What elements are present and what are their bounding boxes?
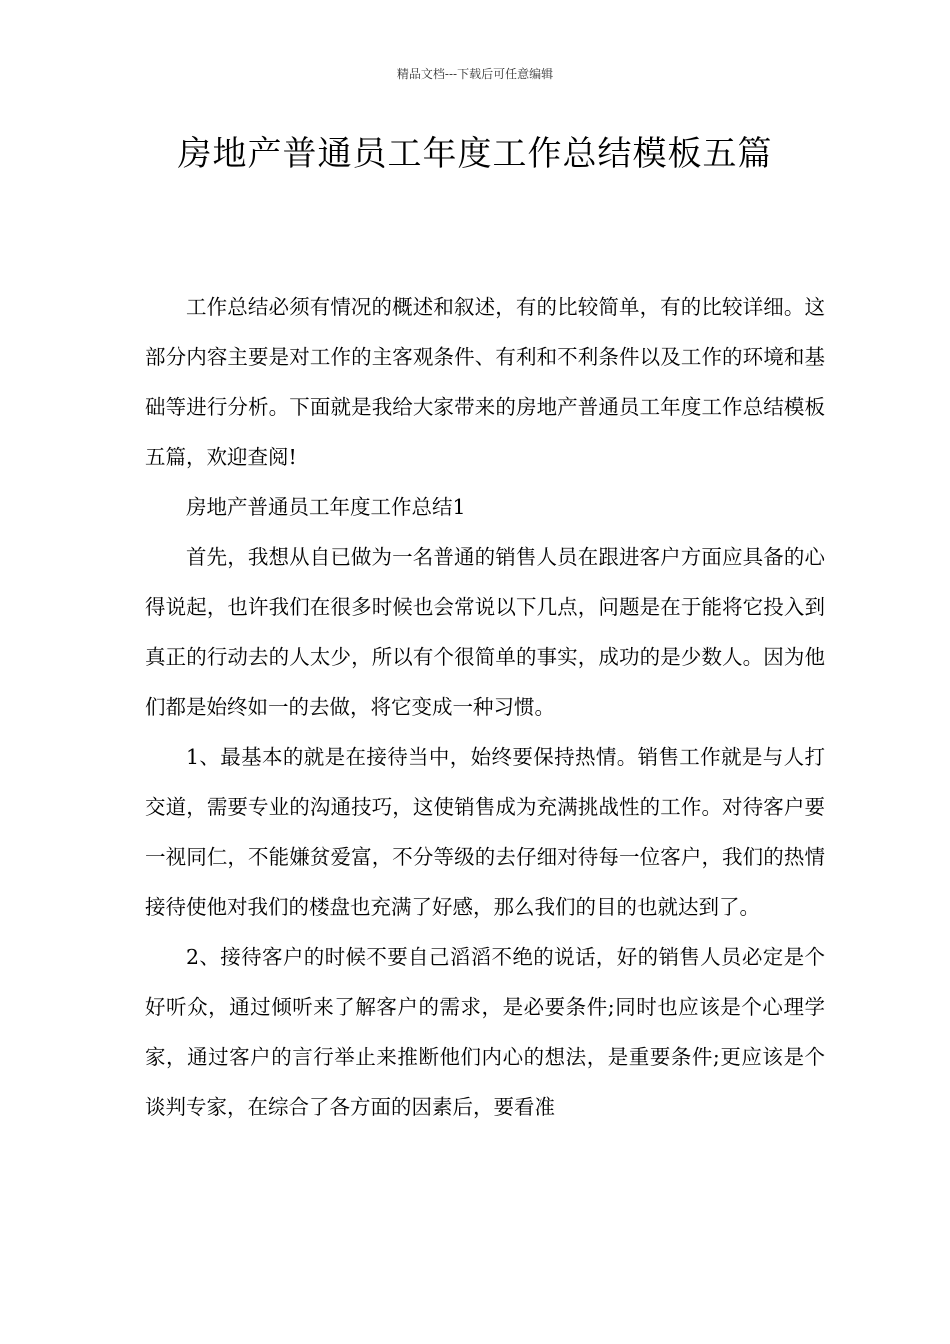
document-title: 房地产普通员工年度工作总结模板五篇 [177, 134, 773, 174]
header-note: 精品文档---下载后可任意编辑 [396, 67, 554, 81]
section-heading: 房地产普通员工年度工作总结1 [186, 495, 466, 519]
document-body [145, 282, 825, 1132]
body-paragraph: 2、接待客户的时候不要自己滔滔不绝的说话，好的销售人员必定是个好听众，通过倾听来了解客户的需求，是必要条件;同时也应该是个心理学家，通过客户的言行举止来推断他们内心的想法，是重要条件;更应该是个谈判专家，在综合了各方面的因素后，要看准 [145, 945, 825, 1119]
intro-paragraph: 工作总结必须有情况的概述和叙述，有的比较简单，有的比较详细。这部分内容主要是对工作的主客观条件、有利和不利条件以及工作的环境和基础等进行分析。下面就是我给大家带来的房地产普通员工年度工作总结模板五篇，欢迎查阅! [145, 295, 825, 469]
body-paragraph: 1、最基本的就是在接待当中，始终要保持热情。销售工作就是与人打交道，需要专业的沟通技巧，这使销售成为充满挑战性的工作。对待客户要一视同仁，不能嫌贫爱富，不分等级的去仔细对待每一位客户，我们的热情接待使他对我们的楼盘也充满了好感，那么我们的目的也就达到了。 [145, 745, 825, 919]
body-paragraph: 首先，我想从自已做为一名普通的销售人员在跟进客户方面应具备的心得说起，也许我们在很多时候也会常说以下几点，问题是在于能将它投入到真正的行动去的人太少，所以有个很简单的事实，成功的是少数人。因为他们都是始终如一的去做，将它变成一种习惯。 [145, 545, 825, 719]
